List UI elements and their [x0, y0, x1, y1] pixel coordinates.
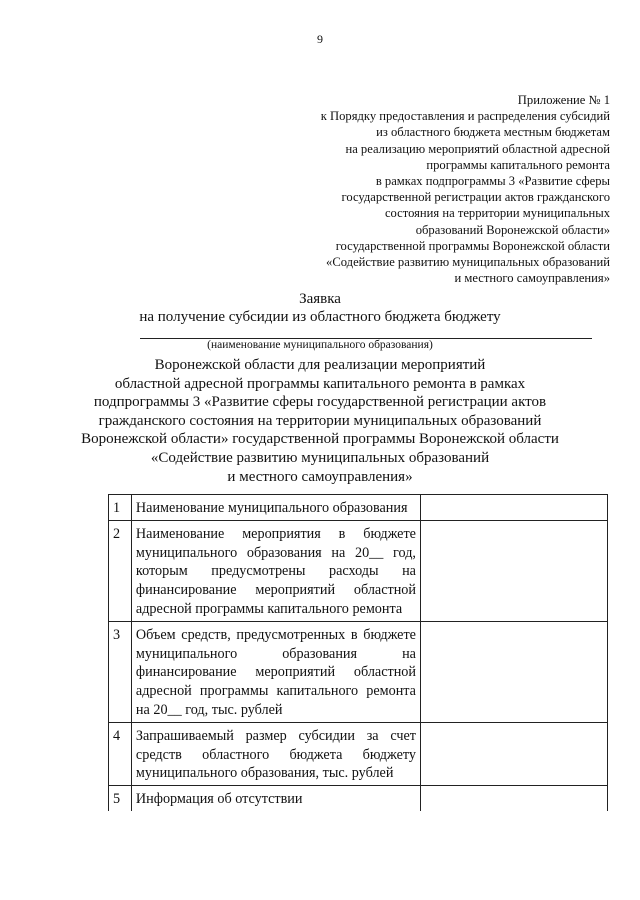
purpose-line: гражданского состояния на территории муниципальных образований — [98, 412, 542, 429]
purpose-line: и местного самоуправления» — [227, 468, 413, 485]
purpose-line: Воронежской области» государственной программы Воронежской области — [81, 431, 559, 448]
appendix-line: к Порядку предоставления и распределения субсидий — [320, 109, 610, 124]
row-number: 1 — [109, 495, 132, 521]
page-number: 9 — [317, 32, 323, 46]
appendix-line: и местного самоуправления» — [454, 271, 610, 286]
row-description: Информация об отсутствии — [131, 786, 420, 811]
appendix-line: «Содействие развитию муниципальных образований — [326, 255, 610, 270]
row-number: 4 — [109, 722, 132, 785]
application-table — [108, 494, 608, 811]
document-title: Заявка — [299, 291, 341, 307]
row-value-cell[interactable] — [420, 722, 607, 785]
purpose-line: областной адресной программы капитального ремонта в рамках — [114, 375, 526, 392]
row-number: 2 — [109, 520, 132, 621]
row-description: Наименование муниципального образования — [131, 495, 420, 521]
row-description: Наименование мероприятия в бюджете муниципального образования на 20__ год, которым предусмотрены расходы на финансирование мероприятий областной адресной программы капитального ремонта — [131, 520, 420, 621]
appendix-line: состояния на территории муниципальных — [384, 206, 610, 221]
table-row — [109, 722, 608, 785]
purpose-line: Воронежской области для реализации мероприятий — [154, 357, 486, 373]
purpose-text — [0, 356, 640, 486]
row-description: Запрашиваемый размер субсидии за счет средств областного бюджета бюджету муниципального образования, тыс. рублей — [131, 722, 420, 785]
appendix-line: на реализацию мероприятий областной адресной — [345, 141, 610, 156]
table-row — [109, 786, 608, 811]
row-number: 3 — [109, 621, 132, 722]
appendix-line: из областного бюджета местным бюджетам — [376, 125, 610, 140]
row-number: 5 — [109, 786, 132, 811]
row-description: Объем средств, предусмотренных в бюджете муниципального образования на финансирование мероприятий областной адресной программы капитального ремонта на 20__ год, тыс. рублей — [131, 621, 420, 722]
row-value-cell[interactable] — [420, 786, 607, 811]
document-subtitle: на получение субсидии из областного бюджета бюджету — [139, 309, 501, 325]
blank-caption: (наименование муниципального образования) — [207, 339, 433, 351]
table-row — [109, 621, 608, 722]
row-value-cell[interactable] — [420, 621, 607, 722]
table-row — [109, 520, 608, 621]
appendix-header — [290, 92, 610, 286]
purpose-line: «Содействие развитию муниципальных образований — [150, 449, 490, 466]
appendix-line: государственной программы Воронежской области — [335, 238, 610, 253]
row-value-cell[interactable] — [420, 495, 607, 521]
appendix-line: государственной регистрации актов гражданского — [341, 190, 610, 205]
row-value-cell[interactable] — [420, 520, 607, 621]
appendix-line: образований Воронежской области» — [415, 222, 610, 237]
purpose-line: подпрограммы 3 «Развитие сферы государственной регистрации актов — [93, 394, 547, 411]
appendix-line: в рамках подпрограммы 3 «Развитие сферы — [375, 174, 610, 189]
appendix-line: программы капитального ремонта — [426, 157, 610, 172]
appendix-line: Приложение № 1 — [517, 93, 610, 107]
table-row — [109, 495, 608, 521]
